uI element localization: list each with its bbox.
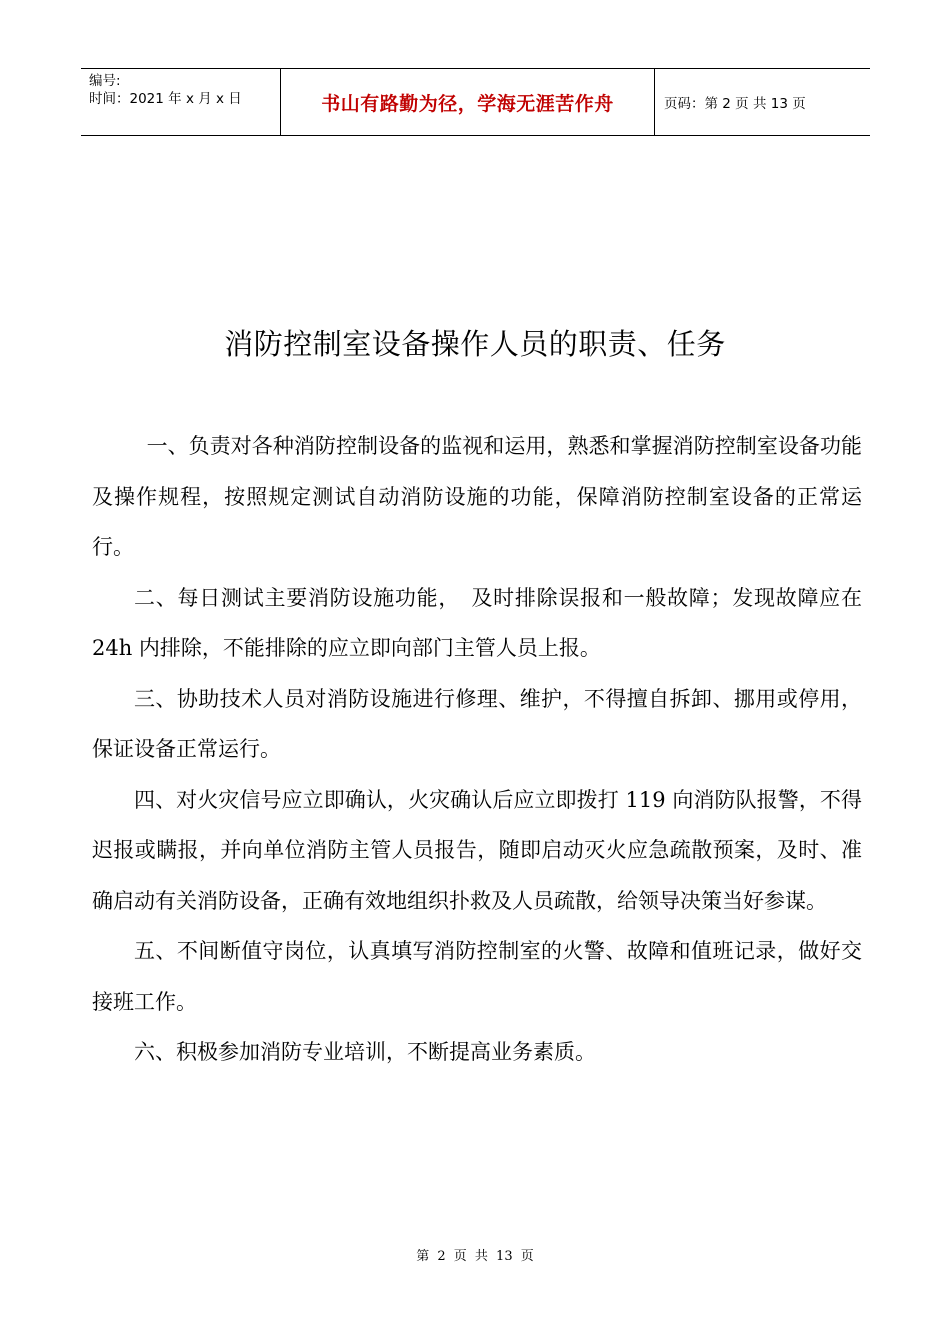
paragraph-2: 二、每日测试主要消防设施功能， 及时排除误报和一般故障；发现故障应在 24h 内排除，不能排除的应立即向部门主管人员上报。 <box>92 585 862 660</box>
page-header <box>81 68 870 136</box>
header-page-cell <box>655 69 870 135</box>
paragraph-3: 三、协助技术人员对消防设施进行修理、维护，不得擅自拆卸、挪用或停用，保证设备正常运行。 <box>92 686 862 761</box>
header-meta-cell <box>81 69 281 135</box>
paragraph-4: 四、对火灾信号应立即确认，火灾确认后应立即拨打 119 向消防队报警，不得迟报或瞒报，并向单位消防主管人员报告，随即启动灭火应急疏散预案，及时、准确启动有关消防设备，正确有效地组织扑救及人员疏散，给领导决策当好参谋。 <box>92 787 862 913</box>
header-motto: 书山有路勤为径，学海无涯苦作舟 <box>321 92 614 115</box>
document-title: 消防控制室设备操作人员的职责、任务 <box>224 327 726 361</box>
header-page-info: 页码：第 2 页 共 13 页 <box>664 96 806 112</box>
paragraph-5: 五、不间断值守岗位，认真填写消防控制室的火警、故障和值班记录，做好交接班工作。 <box>92 939 862 1014</box>
paragraph-1: 一、负责对各种消防控制设备的监视和运用，熟悉和掌握消防控制室设备功能及操作规程，按照规定测试自动消防设施的功能，保障消防控制室设备的正常运行。 <box>92 434 862 559</box>
document-number-label: 编号: <box>89 73 121 89</box>
document-date: 时间：2021 年 x 月 x 日 <box>89 91 242 107</box>
paragraph-6: 六、积极参加消防专业培训，不断提高业务素质。 <box>134 1040 596 1064</box>
header-motto-cell <box>281 69 655 135</box>
page-footer: 第 2 页 共 13 页 <box>416 1249 534 1264</box>
document-body <box>92 421 862 1078</box>
